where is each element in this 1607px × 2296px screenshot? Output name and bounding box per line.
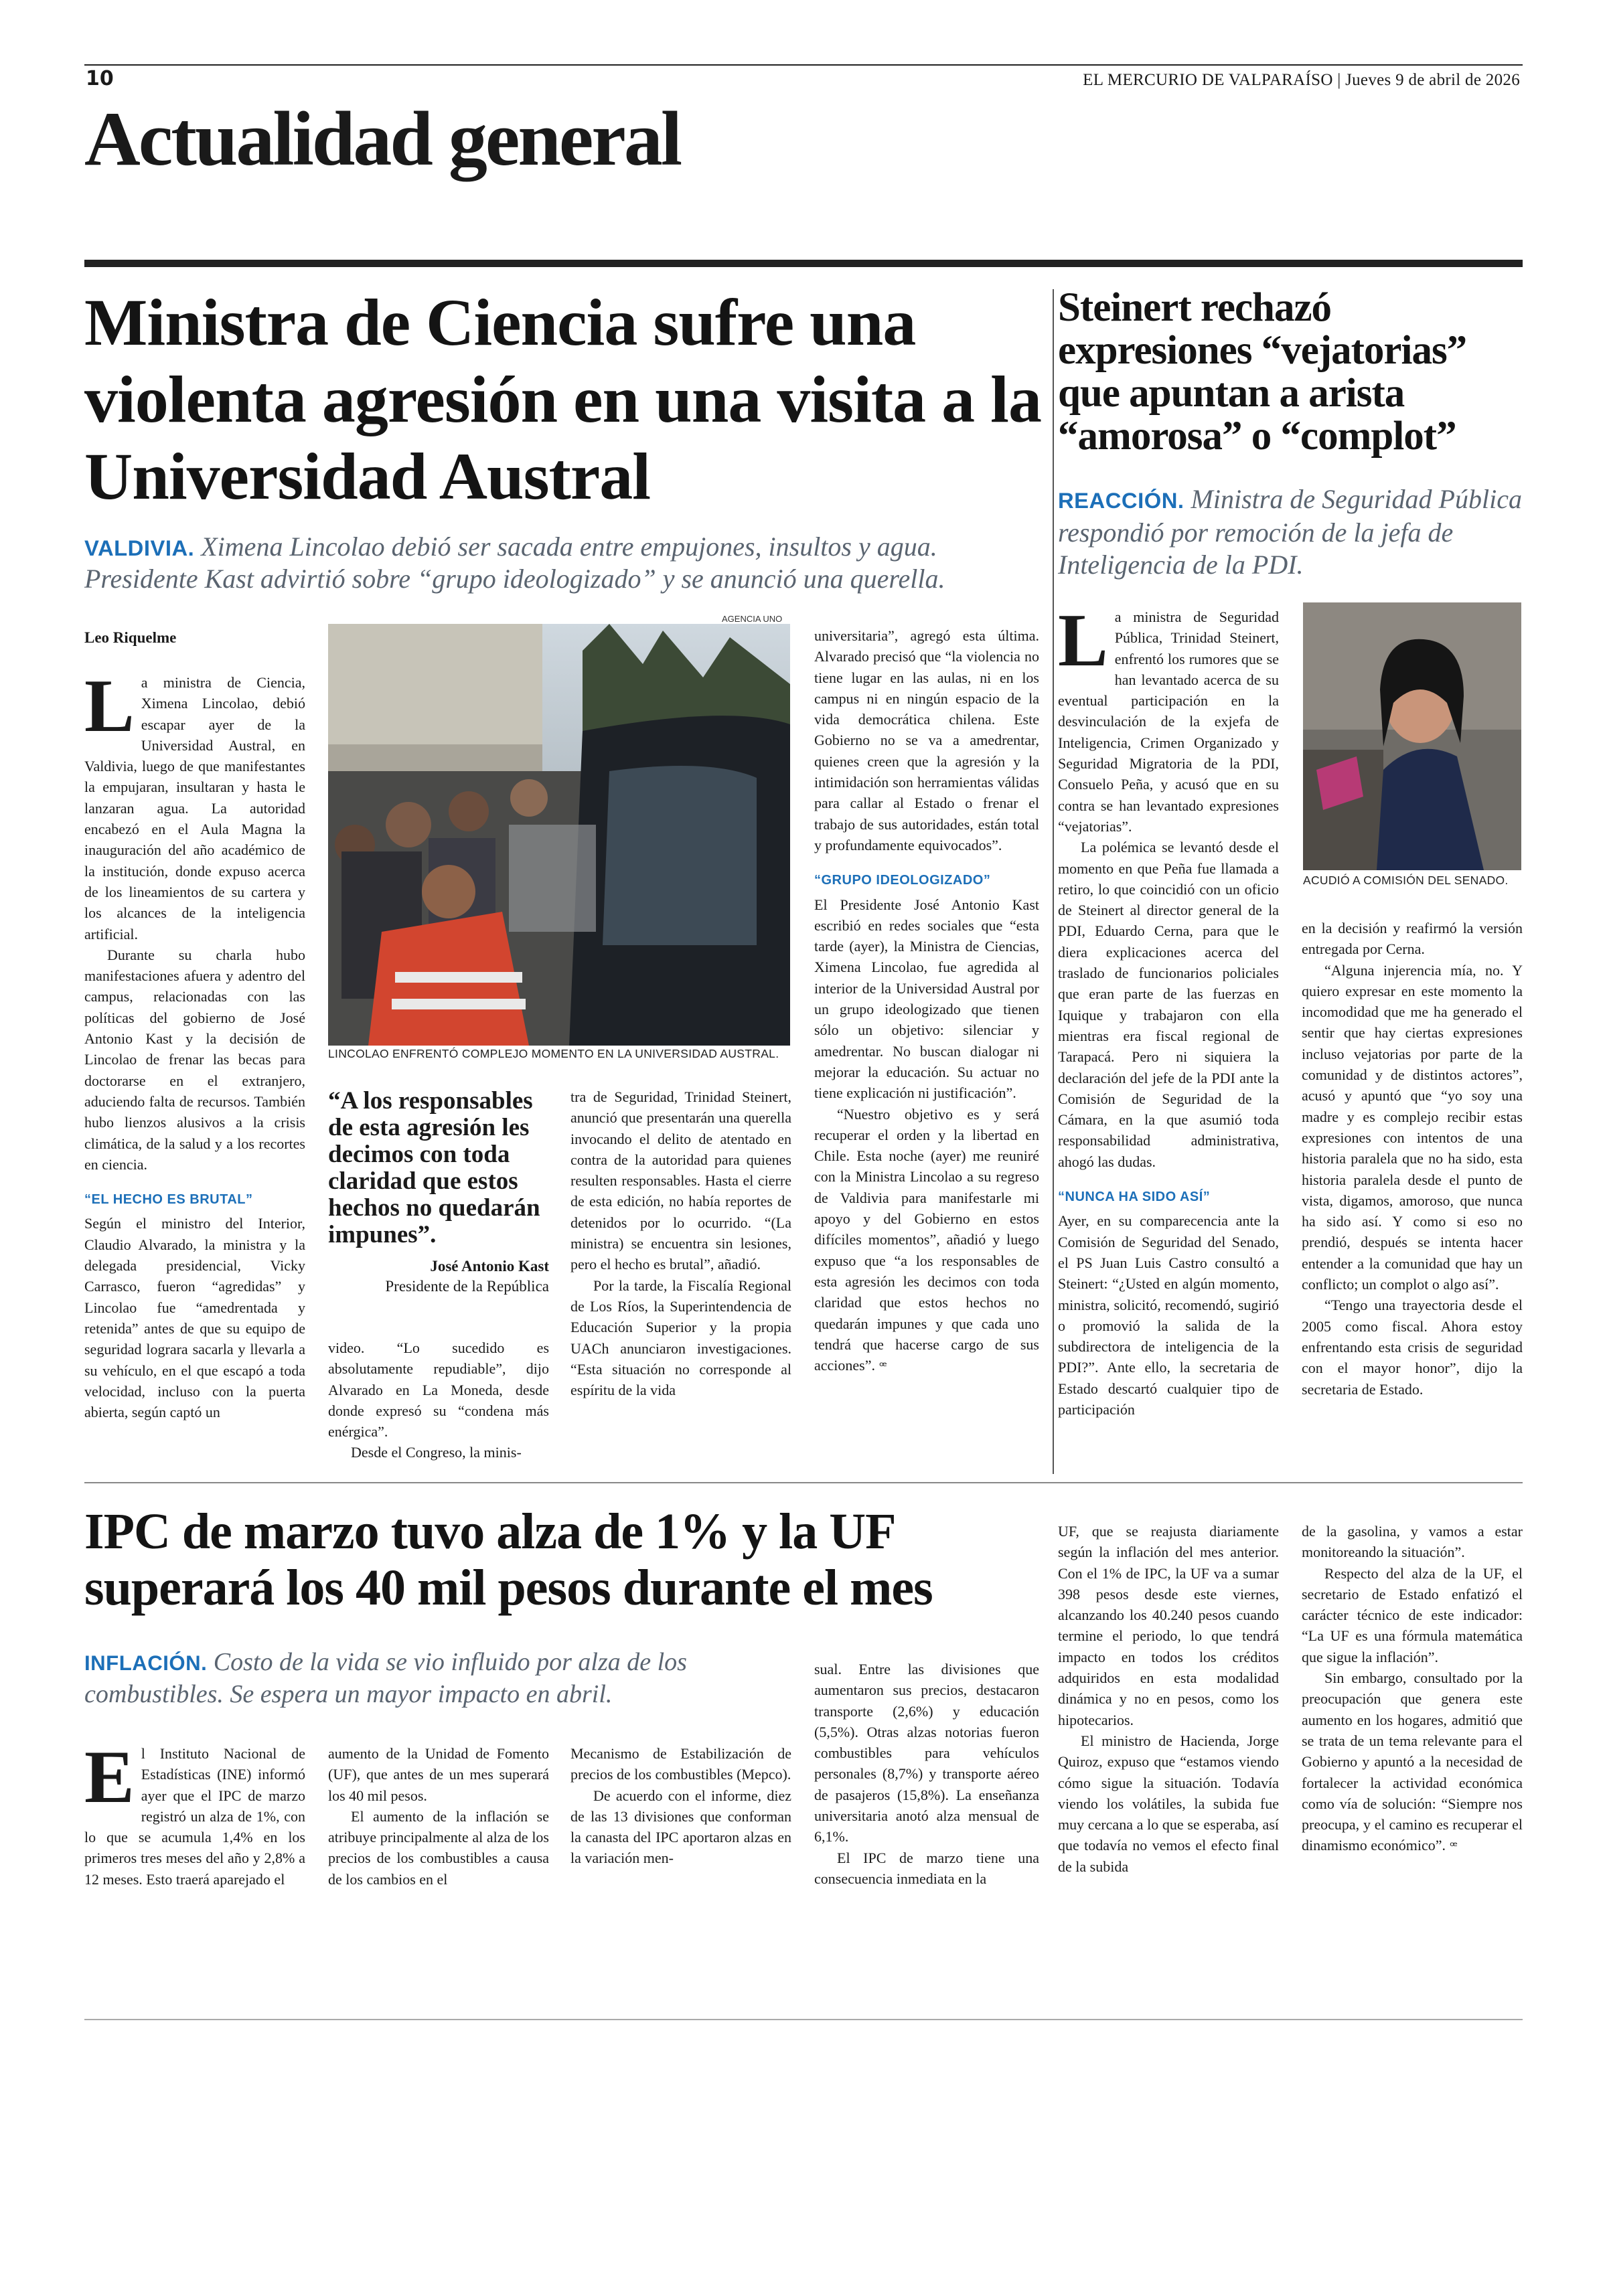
- end-mark-icon: ꟹ: [879, 1360, 887, 1374]
- sidebar-headline: Steinert rechazó expresiones “vejatorias” que apuntan a arista “amorosa” o “complot”: [1058, 285, 1467, 459]
- minister-portrait-image: [1303, 602, 1521, 870]
- subhead: “EL HECHO ES BRUTAL”: [84, 1192, 253, 1208]
- photo-credit: AGENCIA UNO: [722, 614, 783, 624]
- main-headline: Ministra de Ciencia sufre una violenta agresión en una visita a la Universidad Austral: [84, 285, 1041, 513]
- quote-role: Presidente de la República: [385, 1278, 549, 1295]
- drop-cap: L: [1058, 599, 1108, 682]
- main-photo: [328, 624, 790, 1046]
- footer-rule: [84, 2019, 1523, 2020]
- sidebar-col-2: en la decisión y reafirmó la versión entregada por Cerna. “Alguna injerencia mía, no. Y quiero expresar en este momento la incomodidad que me ha generado el sentir que hay ciertas expresiones incluso vejatorias por parte de la comunidad y de distintos actores”, acusó y apuntó que “yo soy una madre y es complejo recibir estas expresiones con intentos de una historia paralela que no ha sido, esta historia paralela desde el punto de vista, digamos, amoroso, que nunca ha sido así. Y como si eso no prendió, después se intenta hacer entender a la comunidad que hay un conflicto; un complot o algo así”. “Tengo una trayectoria desde el 2005 como fiscal. Ahora estoy enfrentando esta crisis de seguridad con el mayor honor”, dijo la secretaria de Estado.: [1302, 920, 1523, 1398]
- sidebar-dek: REACCIÓN. Ministra de Seguridad Pública respondió por remoción de la jefa de Inteligencia de la PDI.: [1058, 484, 1522, 580]
- sidebar-photo: [1303, 602, 1521, 870]
- pull-quote: [328, 1088, 549, 1295]
- main-dek: VALDIVIA. Ximena Lincolao debió ser sacada entre empujones, insultos y agua. Presidente Kast advirtió sobre “grupo ideologizado” y se anunció una querella.: [84, 531, 945, 594]
- main-col-2: video. “Lo sucedido es absolutamente repudiable”, dijo Alvarado en La Moneda, desde donde expresó su “condena más enérgica”. Desde el Congreso, la minis-: [328, 1339, 549, 1461]
- bottom-col-5: UF, que se reajusta diariamente según la inflación del mes anterior. Con el 1% de IPC, la UF va a sumar 398 pesos desde este viernes, alcanzando los 40.240 pesos cuando termine el periodo, lo que tendrá impacto en todos los créditos adquiridos en esta modalidad dinámica y no en pesos, como los hipotecarios. El ministro de Hacienda, Jorge Quiroz, expuso que “estamos viendo cómo sigue la situación. Todavía viendo los volátiles, la subida fue muy cercana a lo que se esperaba, así que todavía no vemos el efecto final de la subida: [1058, 1523, 1279, 1875]
- byline: Leo Riquelme: [84, 629, 177, 646]
- main-col-4: universitaria”, agregó esta última. Alvarado precisó que “la violencia no tiene lugar en las aulas, ni en los campus ni en ningún espacio de la vida democrática chilena. Este Gobierno no se va a amedrentar, quienes creen que la agresión y la intimidación son herramientas válidas para callar al Estado o frenar el trabajo de sus autoridades, están total y profundamente equivocados”. “GRUPO IDEOLOGIZADO” El Presidente José Antonio Kast escribió en redes sociales que “esta tarde (ayer), la Ministra de Ciencias, Ximena Lincolao, fue agredida al interior de la Universidad Austral por un grupo ideologizado que tienen sólo un objetivo: silenciar y amedrentar. No buscan dialogar ni mejorar la educación. Su actuar no tiene explicación ni justificación”. “Nuestro objetivo es y será recuperar el orden y la libertad en Chile. Esta noche (ayer) me reuniré con la Ministra Lincolao a su regreso de Valdivia para manifestarle mi apoyo y del Gobierno en estos difíciles momentos”, añadió y luego expuso que “a los responsables de esta agresión les decimos con toda claridad que estos hechos no quedarán impunes y que cada uno tendrá que hacerse cargo de sus acciones”. ꟹ: [814, 627, 1039, 1374]
- main-col-3: tra de Seguridad, Trinidad Steinert, anunció que presentarán una querella invocando el delito de atentado en contra de la autoridad para quienes resulten responsables. Hasta el cierre de esta edición, no había reportes de detenidos por lo ocurrido. “(La ministra) se encuentra sin lesiones, pero el hecho es brutal”, añadió. Por la tarde, la Fiscalía Regional de Los Ríos, la Superintendencia de Educación Superior y la propia UACh anunciaron investigaciones. “Esta situación no corresponde al espíritu de la vida: [570, 1088, 791, 1399]
- subhead: “NUNCA HA SIDO ASÍ”: [1058, 1190, 1211, 1205]
- main-col-1: La ministra de Ciencia, Ximena Lincolao, debió escapar ayer de la Universidad Austral, en Valdivia, luego de que manifestantes la empujaran, insultaran y hasta le lanzaran agua. La autoridad encabezó en el Aula Magna la inauguración del año académico de la institución, donde expuso acerca de los lineamientos de su cartera y los alcances de la inteligencia artificial. Durante su charla hubo manifestaciones afuera y adentro del campus, relacionadas con las políticas del gobierno de José Antonio Kast y la decisión de Lincolao de frenar las becas para doctorarse en el extranjero, aduciendo falta de recursos. También hubo lienzos alusivos a la crisis climática, de la salud y a los recortes en ciencia. “EL HECHO ES BRUTAL” Según el ministro del Interior, Claudio Alvarado, la ministra y la delegada presidencial, Vicky Carrasco, fueron “agredidas” y Lincolao fue “amedrentada y retenida” antes de que su equipo de seguridad lograra sacarla y llevarla a su vehículo, en el que escapó a toda velocidad, incluso con la puerta abierta, según captó un: [84, 665, 305, 1421]
- drop-cap: E: [84, 1736, 135, 1819]
- bottom-col-1: El Instituto Nacional de Estadísticas (INE) informó ayer que el IPC de marzo registró un alza de 1%, con lo que se acumula 1,4% en los primeros tres meses del año y 2,8% a 12 meses. Esto traerá aparejado el: [84, 1736, 305, 1888]
- protest-scene-image: [328, 624, 790, 1046]
- drop-cap: L: [84, 665, 135, 748]
- bottom-headline: IPC de marzo tuvo alza de 1% y la UF superará los 40 mil pesos durante el mes: [84, 1503, 933, 1616]
- section-rule: [84, 260, 1523, 267]
- end-mark-icon: ꟹ: [1450, 1839, 1458, 1854]
- quote-text: “A los responsables de esta agresión les decimos con toda claridad que estos hechos no quedarán impunes”.: [328, 1087, 540, 1248]
- masthead: EL MERCURIO DE VALPARAÍSO | Jueves 9 de abril de 2026: [1083, 71, 1520, 89]
- bottom-col-2: aumento de la Unidad de Fomento (UF), que antes de un mes superará los 40 mil pesos. El aumento de la inflación se atribuye principalmente al alza de los precios de los combustibles a causa de los cambios en el: [328, 1745, 549, 1888]
- main-photo-caption: LINCOLAO ENFRENTÓ COMPLEJO MOMENTO EN LA UNIVERSIDAD AUSTRAL.: [328, 1047, 779, 1060]
- sidebar-kicker: REACCIÓN.: [1058, 488, 1184, 513]
- column-divider: [1053, 289, 1054, 1474]
- bottom-kicker: INFLACIÓN.: [84, 1651, 208, 1675]
- page-number: 10: [86, 67, 114, 90]
- subhead: “GRUPO IDEOLOGIZADO”: [814, 873, 991, 888]
- bottom-dek: INFLACIÓN. Costo de la vida se vio influido por alza de los combustibles. Se espera un mayor impacto en abril.: [84, 1648, 687, 1708]
- header-rule: [84, 64, 1523, 66]
- bottom-col-6: de la gasolina, y vamos a estar monitoreando la situación”. Respecto del alza de la UF, el secretario de Estado enfatizó el carácter técnico de este indicador: “La UF es una fórmula matemática que sigue la inflación”. Sin embargo, consultado por la preocupación que genera este aumento en los hogares, admitió que se trata de un tema relevante para el Gobierno y apuntó a la necesidad de fortalecer la actividad económica como vía de solución: “Siempre nos preocupa, y el camino es recuperar el dinamismo económico”. ꟹ: [1302, 1523, 1523, 1854]
- bottom-col-3: Mecanismo de Estabilización de precios de los combustibles (Mepco). De acuerdo con el informe, diez de las 13 divisiones que conforman la canasta del IPC aportaron alzas en la variación men-: [570, 1745, 791, 1867]
- section-title: Actualidad general: [84, 96, 681, 182]
- main-kicker: VALDIVIA.: [84, 536, 195, 560]
- bottom-col-4: sual. Entre las divisiones que aumentaron sus precios, destacaron transporte (2,6%) y educación (5,5%). Otras alzas notorias fueron combustibles para vehículos personales (8,7%) y transporte aéreo de pasajeros (15,8%). La enseñanza universitaria anotó alza mensual de 6,1%. El IPC de marzo tiene una consecuencia inmediata en la: [814, 1661, 1039, 1887]
- sidebar-col-1: La ministra de Seguridad Pública, Trinidad Steinert, enfrentó los rumores que se han levantado acerca de su eventual participación en la desvinculación de la exjefa de Inteligencia, Crimen Organizado y Seguridad Migratoria de la PDI, Consuelo Peña, y acusó que en su contra se han levantado expresiones “vejatorias”. La polémica se levantó desde el momento en que Peña fue llamada a retiro, lo que coincidió con un oficio de Steinert al director general de la PDI, Eduardo Cerna, para que le diera explicaciones acerca del traslado de funcionarios policiales que eran parte de las fuerzas en Iquique y trabajaron con ella mientras era fiscal regional de Tarapacá. Pero ni siquiera la declaración del jefe de la PDI ante la Comisión de Seguridad de la Cámara, en la que asumió toda responsabilidad administrativa, ahogó las dudas. “NUNCA HA SIDO ASÍ” Ayer, en su comparecencia ante la Comisión de Seguridad del Senado, el PS Juan Luis Castro consultó a Steinert: “¿Usted en algún momento, ministra, solicitó, recomendó, sugirió o promovió la salida de la subdirectora de inteligencia de la PDI?”. Ante ello, la secretaria de Estado descartó cualquier tipo de participación: [1058, 599, 1279, 1418]
- story-divider: [84, 1482, 1523, 1483]
- quote-author: José Antonio Kast: [430, 1258, 549, 1275]
- sidebar-photo-caption: ACUDIÓ A COMISIÓN DEL SENADO.: [1303, 874, 1509, 887]
